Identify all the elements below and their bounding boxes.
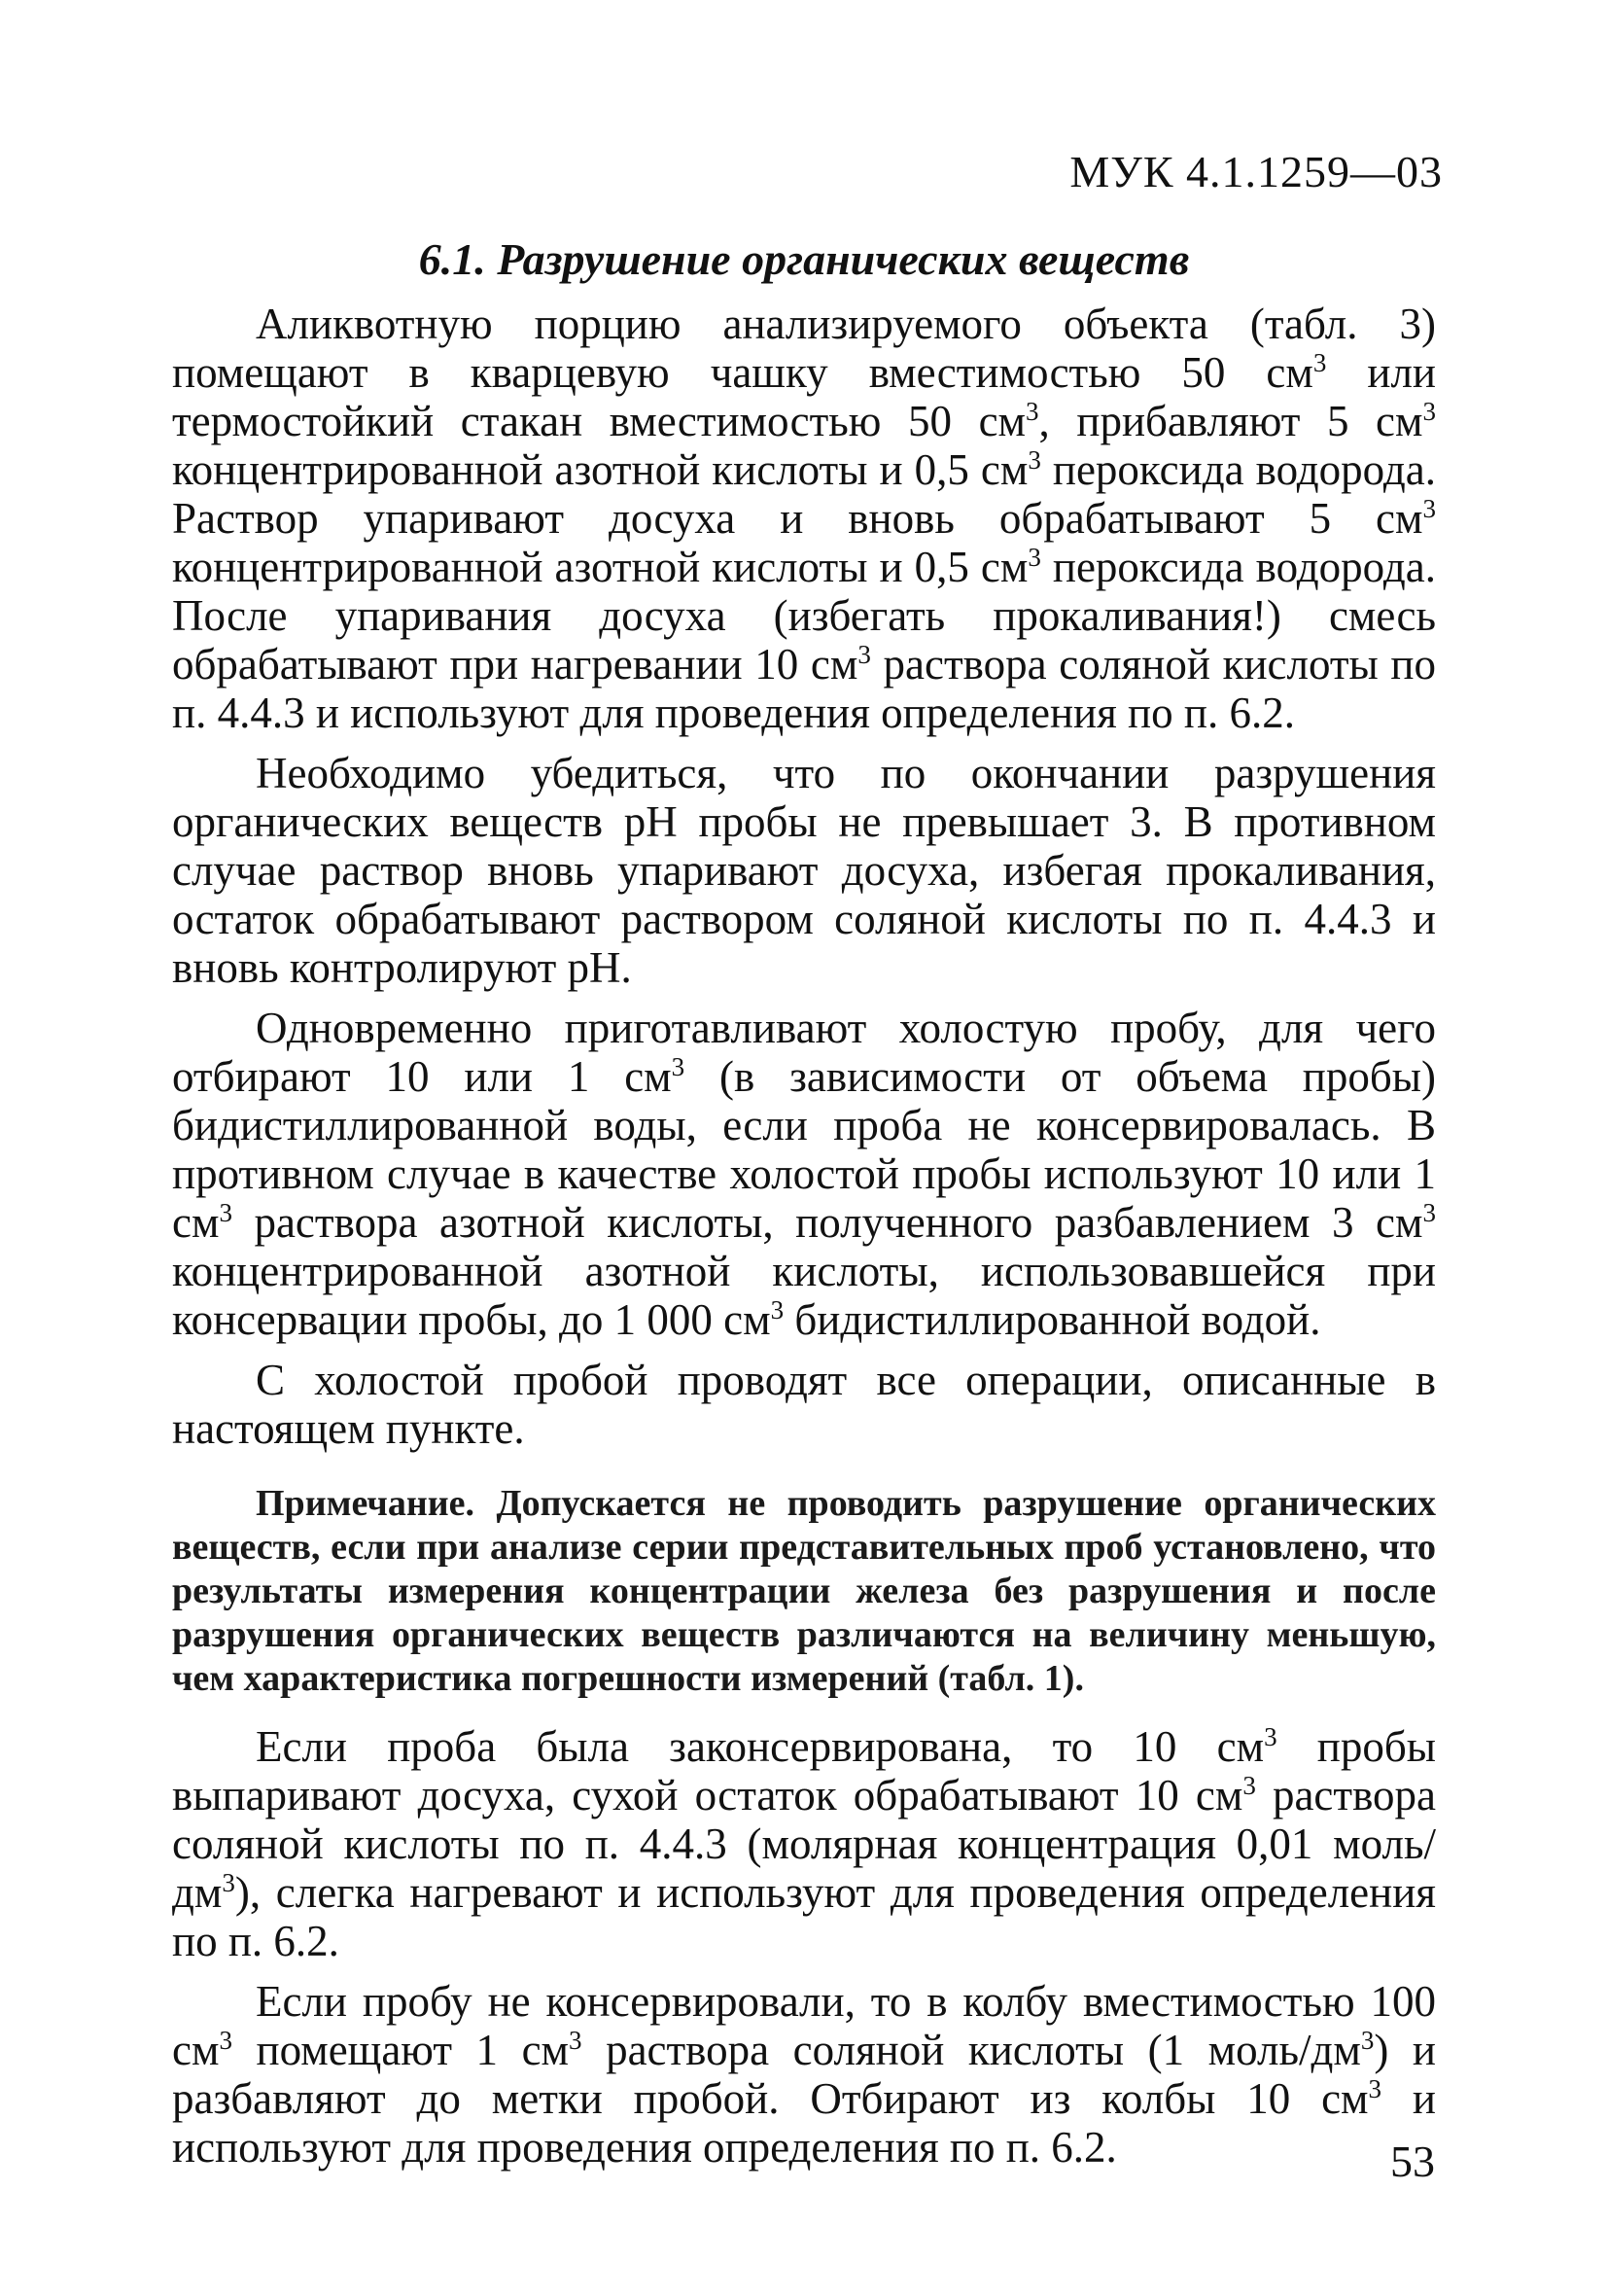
document-code-header: МУК 4.1.1259—03 <box>1069 147 1443 196</box>
paragraph-2: Необходимо убедиться, что по окончании разрушения органических веществ pH пробы не превышает 3. В противном случае раствор вновь упаривают досуха, избегая прокаливания, остаток обрабатывают раствором соляной кислоты по п. 4.4.3 и вновь контролируют pH. <box>172 749 1436 992</box>
paragraph-6: Если пробу не консервировали, то в колбу вместимостью 100 $см^3$ помещают 1 $см^3$ раствора соляной кислоты (1 моль/$дм^3$) и разбавляют до метки пробой. Отбирают из колбы 10 $см^3$ и используют для проведения определения по п. 6.2. <box>172 1977 1436 2172</box>
paragraph-4: С холостой пробой проводят все операции, описанные в настоящем пункте. <box>172 1356 1436 1453</box>
page-number: 53 <box>1390 2137 1435 2186</box>
paragraph-3: Одновременно приготавливают холостую пробу, для чего отбирают 10 или 1 $см^3$ (в зависимости от объема пробы) бидистиллированной воды, если проба не консервировалась. В противном случае в качестве холостой пробы используют 10 или 1 $см^3$ раствора азотной кислоты, полученного разбавлением 3 $см^3$ концентрированной азотной кислоты, использовавшейся при консервации пробы, до 1 000 $см^3$ бидистиллированной водой. <box>172 1004 1436 1344</box>
note-paragraph <box>172 1482 1436 1701</box>
paragraph-1: Аликвотную порцию анализируемого объекта (табл. 3) помещают в кварцевую чашку вместимостью 50 $см^3$ или термостойкий стакан вместимостью 50 $см^3$, прибавляют 5 $см^3$ концентрированной азотной кислоты и 0,5 $см^3$ пероксида водорода. Раствор упаривают досуха и вновь обрабатывают 5 $см^3$ концентрированной азотной кислоты и 0,5 $см^3$ пероксида водорода. После упаривания досуха (избегать прокаливания!) смесь обрабатывают при нагревании 10 $см^3$ раствора соляной кислоты по п. 4.4.3 и используют для проведения определения по п. 6.2. <box>172 300 1437 737</box>
paragraph-5: Если проба была законсервирована, то 10 $см^3$ пробы выпаривают досуха, сухой остаток обрабатывают 10 $см^3$ раствора соляной кислоты по п. 4.4.3 (молярная концентрация 0,01 моль/$дм^3$), слегка нагревают и используют для проведения определения по п. 6.2. <box>172 1722 1436 1965</box>
section-title: 6.1. Разрушение органических веществ <box>418 234 1190 284</box>
note-label: Примечание. <box>256 1483 474 1524</box>
note-text: Допускается не проводить разрушение органических веществ, если при анализе серии представительных проб установлено, что результаты измерения концентрации железа без разрушения и после разрушения органических веществ различаются на величину меньшую, чем характеристика погрешности измерений (табл. 1). <box>172 1483 1436 1699</box>
document-body <box>172 300 1436 2183</box>
